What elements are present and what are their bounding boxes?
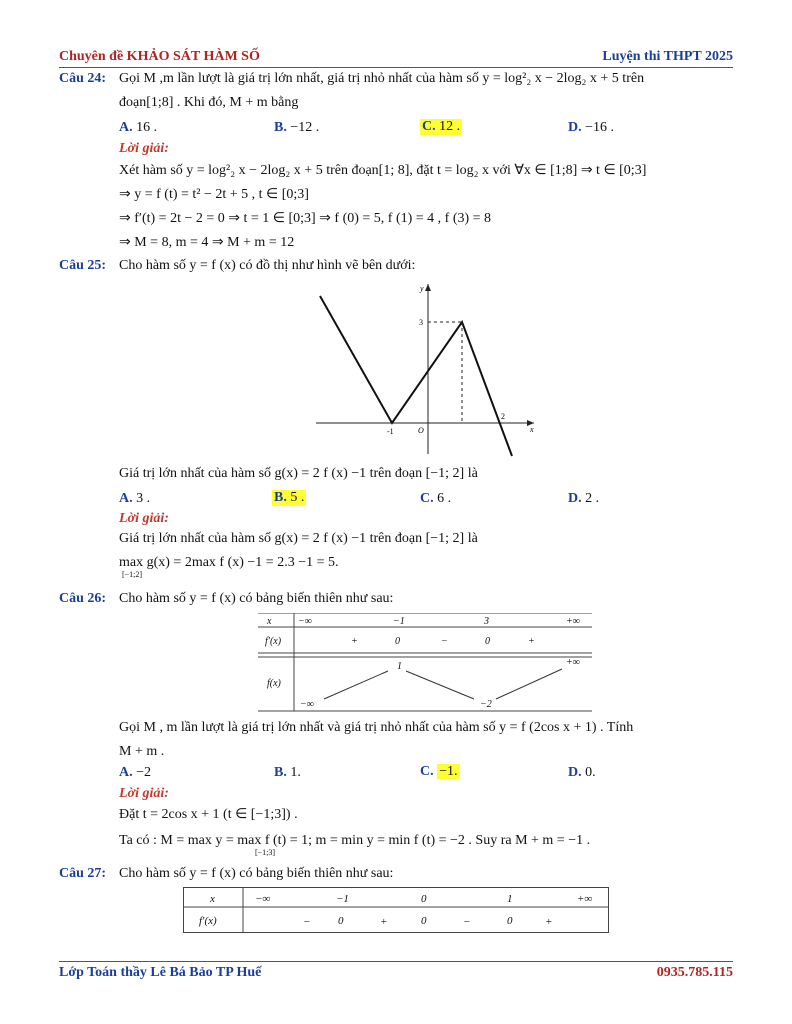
variation-arrow-down <box>406 671 474 699</box>
table-sign: 0 <box>507 915 513 927</box>
q25-option-c[interactable]: C. 6 . <box>420 491 452 506</box>
q24-label: Câu 24: <box>59 71 107 86</box>
table-sign: + <box>380 916 388 928</box>
table-x-value: −1 <box>393 616 405 627</box>
q27-stem-line1: Cho hàm số y = f (x) có bảng biến thiên như sau: <box>119 866 394 881</box>
table-f-value: −2 <box>480 699 492 710</box>
variation-arrow-up <box>496 669 562 699</box>
table-f-value: −∞ <box>300 699 314 710</box>
origin-label: O <box>418 426 424 435</box>
table-fprime-label: f′(x) <box>199 915 217 927</box>
variation-arrow-up <box>324 671 388 699</box>
q26-solution-label: Lời giải: <box>119 786 169 801</box>
function-graph <box>316 280 538 458</box>
q26-solution-line: Ta có : M = max y = max f (t) = 1; m = min y = min f (t) = −2 . Suy ra M + m = −1 . <box>119 833 591 848</box>
variation-table-q26 <box>258 613 594 713</box>
table-x-value: −∞ <box>255 893 271 905</box>
q25-option-a[interactable]: A. 3 . <box>119 491 151 506</box>
table-x-value: +∞ <box>566 616 580 627</box>
table-sign: 0 <box>485 636 490 647</box>
graph-curve <box>320 296 512 456</box>
table-x-value: 0 <box>421 893 427 905</box>
q24-solution-line: ⇒ y = f (t) = t² − 2t + 5 , t ∈ [0;3] <box>119 187 309 202</box>
q25-label: Câu 25: <box>59 258 107 273</box>
q25-option-d[interactable]: D. 2 . <box>568 491 600 506</box>
q26-option-d[interactable]: D. 0. <box>568 765 596 780</box>
page-header <box>59 49 733 68</box>
q24-stem-line1: Gọi M ,m lần lượt là giá trị lớn nhất, giá trị nhỏ nhất của hàm số y = log²₂ x − 2log₂ x + 5 trên <box>119 71 645 86</box>
q27-label: Câu 27: <box>59 866 107 881</box>
q26-stem-line1: Cho hàm số y = f (x) có bảng biến thiên như sau: <box>119 591 394 606</box>
footer-class-name: Lớp Toán thầy Lê Bá Bảo TP Huế <box>59 965 262 980</box>
table-sign: + <box>528 636 535 647</box>
q26-solution-line: Đặt t = 2cos x + 1 (t ∈ [−1;3]) . <box>119 807 298 822</box>
q24-solution-label: Lời giải: <box>119 141 169 156</box>
q25-solution-subscript: [−1;2] <box>122 570 143 579</box>
table-sign: − <box>441 636 448 647</box>
q24-option-b[interactable]: B. −12 . <box>274 120 320 135</box>
q26-option-a[interactable]: A. −2 <box>119 765 152 780</box>
q26-stem-line2: Gọi M , m lần lượt là giá trị lớn nhất và giá trị nhỏ nhất của hàm số y = f (2cos x + 1) . Tính <box>119 720 634 735</box>
header-subtitle: Luyện thi THPT 2025 <box>602 49 733 64</box>
table-sign: − <box>463 916 471 928</box>
header-title: Chuyên đề KHẢO SÁT HÀM SỐ <box>59 49 260 64</box>
table-f-label: f(x) <box>267 678 281 689</box>
x-axis-label: x <box>530 425 534 434</box>
table-f-value: 1 <box>397 661 402 672</box>
table-sign: 0 <box>395 636 400 647</box>
q25-solution-label: Lời giải: <box>119 511 169 526</box>
table-x-value: +∞ <box>577 893 593 905</box>
table-fprime-label: f′(x) <box>265 636 282 647</box>
q26-option-c[interactable]: C. −1. <box>420 764 458 779</box>
table-x-value: 3 <box>484 616 489 627</box>
q26-solution-subscript: [−1;3] <box>255 848 276 857</box>
q24-option-a[interactable]: A. 16 . <box>119 120 158 135</box>
tick-label-neg1: -1 <box>387 427 394 436</box>
q24-solution-line: Xét hàm số y = log²₂ x − 2log₂ x + 5 trên đoạn[1; 8], đặt t = log₂ x với ∀x ∈ [1;8] ⇒ t ∈ [0;3] <box>119 163 647 178</box>
y-axis-label: y <box>420 284 424 293</box>
y-axis-arrow <box>425 284 431 291</box>
table-sign: − <box>303 916 311 928</box>
q25-option-b[interactable]: B. 5 . <box>274 490 305 505</box>
q24-solution-line: ⇒ M = 8, m = 4 ⇒ M + m = 12 <box>119 235 295 250</box>
q25-stem-line1: Cho hàm số y = f (x) có đồ thị như hình vẽ bên dưới: <box>119 258 416 273</box>
tick-label-3: 3 <box>419 318 423 327</box>
table-f-value: +∞ <box>566 657 580 668</box>
tick-label-2: 2 <box>501 412 505 421</box>
table-x-label: x <box>267 616 272 627</box>
table-x-value: −1 <box>336 893 349 905</box>
q25-solution-line: Giá trị lớn nhất của hàm số g(x) = 2 f (x) −1 trên đoạn [−1; 2] là <box>119 531 478 546</box>
q25-stem-line2: Giá trị lớn nhất của hàm số g(x) = 2 f (x) −1 trên đoạn [−1; 2] là <box>119 466 478 481</box>
q24-option-c[interactable]: C. 12 . <box>422 119 461 134</box>
q26-label: Câu 26: <box>59 591 107 606</box>
table-sign: 0 <box>338 915 344 927</box>
q24-option-d[interactable]: D. −16 . <box>568 120 615 135</box>
table-x-value: −∞ <box>298 616 312 627</box>
q26-stem-line3: M + m . <box>119 744 165 759</box>
q24-stem-line2: đoạn[1;8] . Khi đó, M + m bằng <box>119 95 299 110</box>
footer-phone: 0935.785.115 <box>656 965 733 980</box>
table-x-label: x <box>210 893 215 905</box>
q24-solution-line: ⇒ f′(t) = 2t − 2 = 0 ⇒ t = 1 ∈ [0;3] ⇒ f (0) = 5, f (1) = 4 , f (3) = 8 <box>119 211 492 226</box>
q26-option-b[interactable]: B. 1. <box>274 765 301 780</box>
table-x-value: 1 <box>507 893 513 905</box>
table-sign: 0 <box>421 915 427 927</box>
q25-solution-line: max g(x) = 2max f (x) −1 = 2.3 −1 = 5. <box>119 555 339 570</box>
table-sign: + <box>545 916 553 928</box>
table-sign: + <box>351 636 358 647</box>
page-footer <box>59 961 733 982</box>
variation-table-q27 <box>183 887 610 935</box>
